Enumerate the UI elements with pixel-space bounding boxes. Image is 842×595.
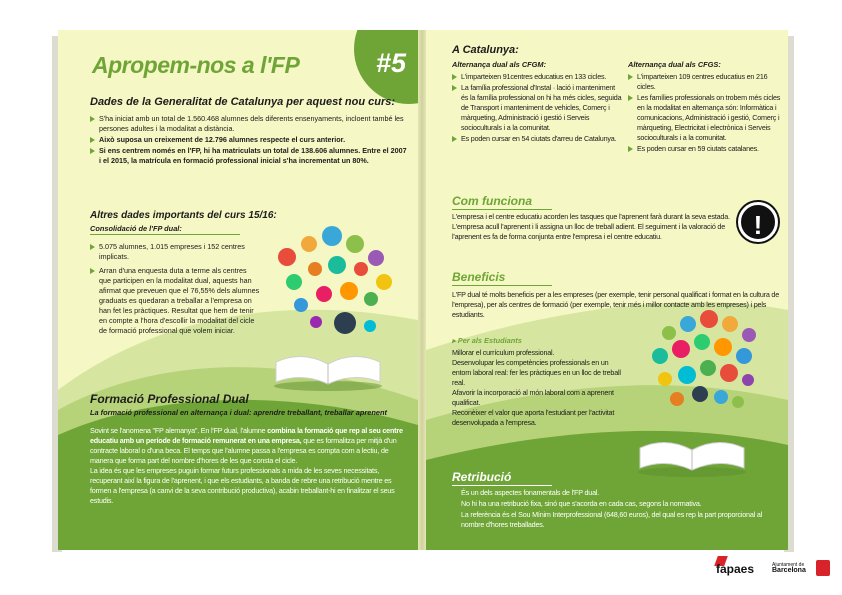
dual-paragraph-2: La idea és que les empreses puguin formar futurs professionals a mida de les seves necessitats, recuperant així la figura de l'aprenent, i que els estudiants, a banda de rebre una retribució mentre es formen a l'empresa (a canvi de la seva contribució productiva), acabin treballant-hi en finalitzar el seus estudis. — [90, 466, 395, 505]
retribucio-item: No hi ha una retribució fixa, sinó que s'acorda en cada cas, segons la normativa. — [452, 499, 778, 509]
bubble-icon — [720, 364, 738, 382]
ajuntament-label: Ajuntament de — [772, 562, 805, 568]
dual-text — [90, 426, 408, 506]
bubble-icon — [714, 338, 732, 356]
altres-heading: Altres dades importants del curs 15/16: — [90, 210, 277, 221]
puzzle-icon — [678, 366, 696, 384]
issue-number: #5 — [376, 48, 407, 78]
catalunya-heading: A Catalunya: — [452, 44, 519, 56]
dual-subheading: La formació professional en alternança i dual: aprendre treballant, treballar aprenent — [90, 408, 387, 417]
cfgs-heading: Alternança dual als CFGS: — [628, 60, 721, 69]
bubble-icon — [736, 348, 752, 364]
retribucio-list — [452, 488, 778, 531]
bubble-icon — [301, 236, 317, 252]
bubble-icon — [376, 274, 392, 290]
beneficis-divider — [452, 285, 552, 286]
book-spine — [418, 30, 426, 550]
barcelona-label: Barcelona — [772, 567, 806, 574]
beneficis-heading: Beneficis — [452, 270, 506, 284]
retribucio-heading: Retribució — [452, 470, 512, 484]
cfgm-item: La família professional d'Instal · lació i manteniment és la família professional on hi ha més cicles, seguida de Transport i manteniment de vehicles, Comerç i màrqueting, Administració i gestió i Serveis socioculturals i a la comunitat. — [452, 83, 622, 133]
fapaes-logo: fapaes — [716, 562, 755, 576]
bubble-icon — [354, 262, 368, 276]
bubble-icon — [742, 374, 754, 386]
estudiants-item: Afavorir la incorporació al món laboral com a aprenent qualificat. — [452, 388, 614, 407]
bubble-icon — [670, 392, 684, 406]
estudiants-item: Reconèixer el valor que aporta l'estudiant per l'activitat desenvolupada a l'empresa. — [452, 408, 615, 427]
bubble-icon — [714, 390, 728, 404]
bubble-icon — [346, 235, 364, 253]
bubble-icon — [680, 316, 696, 332]
graduation-cap-icon — [334, 312, 356, 334]
dades-item: Si ens centrem només en l'FP, hi ha matriculats un total de 138.606 alumnes. Entre el 2007 i el 2015, la matrícula en formació professional inicial s'ha incrementat un 80%. — [90, 146, 410, 166]
bubble-icon — [340, 282, 358, 300]
altres-divider — [90, 234, 240, 235]
bubble-icon — [742, 328, 756, 342]
bubble-icon — [364, 320, 376, 332]
bubble-icon — [722, 316, 738, 332]
ajuntament-logo — [772, 562, 806, 574]
bubble-icon — [700, 310, 718, 328]
open-book-illustration — [632, 426, 752, 478]
bubble-icon — [732, 396, 744, 408]
open-book-illustration — [268, 342, 388, 392]
cfgm-item: Es poden cursar en 54 ciutats d'arreu de Catalunya. — [452, 134, 622, 144]
dades-item: Això suposa un creixement de 12.796 alumnes respecte el curs anterior. — [90, 135, 410, 145]
bubble-icon — [308, 262, 322, 276]
right-page — [426, 30, 788, 550]
estudiants-list — [452, 348, 622, 428]
page-title: Apropem-nos a l'FP — [92, 52, 300, 78]
dual-text-part: Sovint se l'anomena "FP alemanya". En l'FP dual, l'alumne — [90, 426, 268, 435]
cfgm-list — [452, 72, 622, 145]
bubble-icon — [328, 256, 346, 274]
bubble-icon — [322, 226, 342, 246]
barcelona-shield-icon — [816, 560, 830, 576]
dades-heading: Dades de la Generalitat de Catalunya per aquest nou curs: — [90, 96, 396, 108]
bubble-icon — [672, 340, 690, 358]
estudiants-item: Millorar el currículum professional. — [452, 348, 555, 357]
com-funciona-divider — [452, 209, 552, 210]
bubble-icon — [652, 348, 668, 364]
com-funciona-text: L'empresa i el centre educatiu acorden les tasques que l'aprenent farà durant la seva estada. L'empresa acull l'aprenent i li assigna un lloc de treball adient. El seguiment i la valoració de l'aprenent es fa de forma conjunta entre l'empresa i el centre educatiu. — [452, 212, 730, 241]
retribucio-divider — [452, 485, 552, 486]
bubble-icon — [700, 360, 716, 376]
bubble-icon — [368, 250, 384, 266]
bubble-icon — [694, 334, 710, 350]
cfgs-item: Es poden cursar en 59 ciutats catalanes. — [628, 144, 784, 154]
beneficis-text: L'FP dual té molts beneficis per a les empreses (per exemple, tenir personal qualificat i format en la cultura de l'empresa), per als centres de formació (per exemple, tenir més i millor contacte amb les empreses) i pels estudiants. — [452, 290, 780, 319]
bubble-icon — [658, 372, 672, 386]
dades-item: S'ha iniciat amb un total de 1.560.468 alumnes dels diferents ensenyaments, incloent també les persones adultes i la modalitat a distància. — [90, 114, 410, 134]
bubble-icon — [692, 386, 708, 402]
left-page — [58, 30, 418, 550]
dual-heading: Formació Professional Dual — [90, 392, 249, 406]
estudiants-subheading: ▸ Per als Estudiants — [452, 336, 522, 345]
bubble-icon — [364, 292, 378, 306]
altres-item: Arran d'una enquesta duta a terme als centres que participen en la modalitat dual, aquests han afirmat que preveuen que el 76,55% dels alumnes graduats es quedaran a treballar a l'empresa on han fet les pràctiques. Resultat que hem de tenir en compte a l'hora d'escollir la modalitat del cicle de formació professional que volem iniciar. — [90, 266, 260, 336]
bubble-icon — [286, 274, 302, 290]
retribucio-item: La referència és el Sou Mínim Interprofessional (648,60 euros), del qual es rep la part proporcional al nombre d'hores treballades. — [452, 510, 778, 530]
dual-text-bold: combina la formació que rep al seu centre educatiu amb un període de formació remunerat en una empresa, — [90, 426, 403, 445]
exclamation-icon: ! — [738, 202, 778, 242]
dual-text-part: que es formalitza per mitjà d'un contracte laboral o d'una beca. El temps que l'alumne passa a l'empresa es compta com a lectiu, de manera que forma part del nombre d'hores de les que consta el cicle. — [90, 436, 397, 465]
cfgs-item: Les famílies professionals on trobem més cicles en la modalitat en alternança són: Informàtica i comunicacions, Administració i gestió, Comerç i màrqueting, Electricitat i electrònica i Serveis socioculturals i a la comunitat. — [628, 93, 784, 143]
retribucio-item: És un dels aspectes fonamentals de l'FP dual. — [452, 488, 778, 498]
cfgs-item: L'imparteixen 109 centres educatius en 216 cicles. — [628, 72, 784, 92]
estudiants-label: Per als Estudiants — [457, 336, 522, 345]
altres-list — [90, 242, 260, 337]
dades-list — [90, 114, 410, 167]
cfgm-heading: Alternança dual als CFGM: — [452, 60, 547, 69]
estudiants-item: Desenvolupar les competències professionals en un entorn laboral real: fer les pràctiques en un lloc de treball real. — [452, 358, 621, 387]
com-funciona-heading: Com funciona — [452, 194, 532, 208]
cfgs-list — [628, 72, 784, 155]
altres-subheading: Consolidació de l'FP dual: — [90, 224, 182, 233]
bubble-icon — [316, 286, 332, 302]
bubble-icon — [294, 298, 308, 312]
cfgm-item: L'imparteixen 91centres educatius en 133 cicles. — [452, 72, 622, 82]
bubble-icon — [310, 316, 322, 328]
bubble-icon — [278, 248, 296, 266]
altres-item: 5.075 alumnes, 1.015 empreses i 152 centres implicats. — [90, 242, 260, 262]
bubble-icon — [662, 326, 676, 340]
